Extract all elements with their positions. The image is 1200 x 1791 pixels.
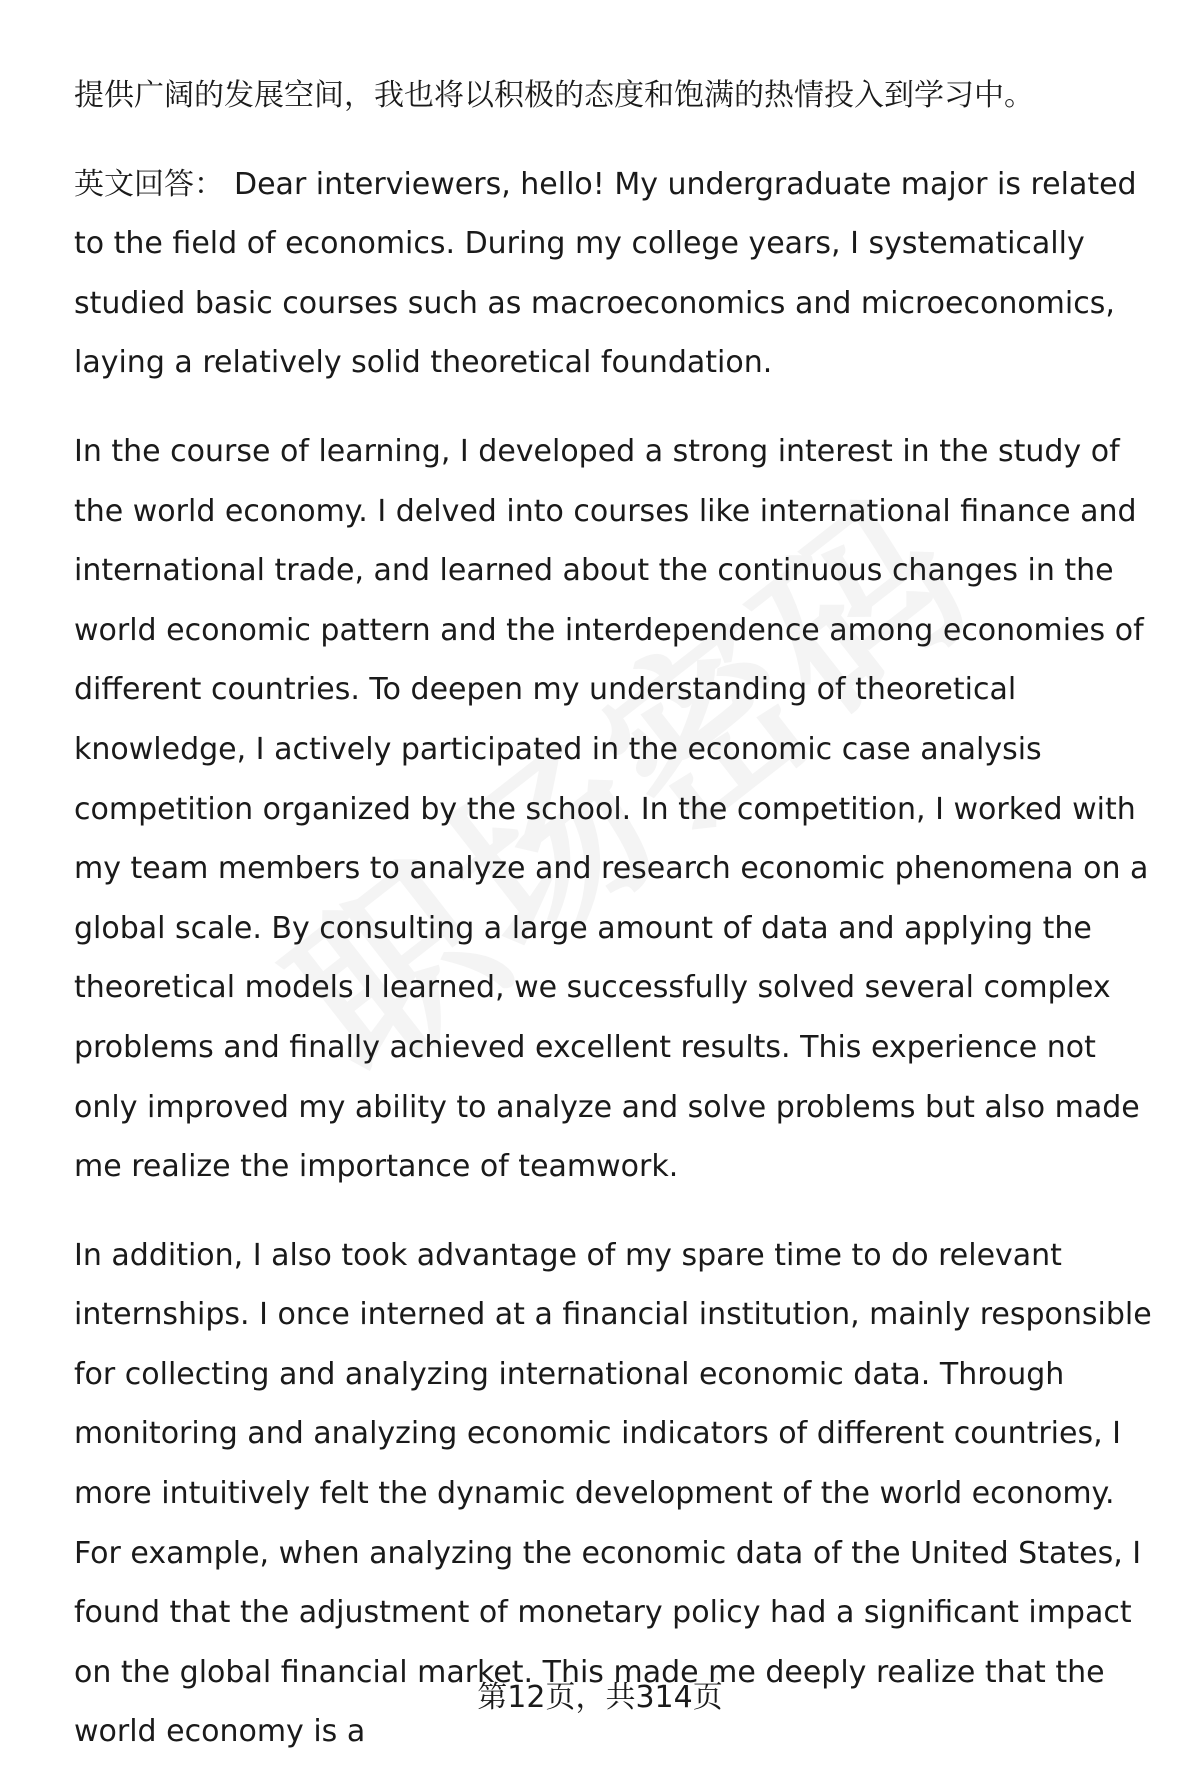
english-answer-paragraph-1	[74, 155, 1156, 393]
page-number-footer: 第12页，共314页	[477, 1680, 723, 1715]
document-body	[74, 66, 1156, 1791]
english-answer-paragraph-2: In the course of learning, I developed a strong interest in the study of the world economy. I delved into courses like international finance and international trade, and learned about the continuous changes in the world economic pattern and the interdependence among economies of different countries. To deepen my understanding of theoretical knowledge, I actively participated in the economic case analysis competition organized by the school. In the competition, I worked with my team members to analyze and research economic phenomena on a global scale. By consulting a large amount of data and applying the theoretical models I learned, we successfully solved several complex problems and finally achieved excellent results. This experience not only improved my ability to analyze and solve problems but also made me realize the importance of teamwork.	[74, 433, 1149, 1185]
paragraph-text: Dear interviewers, hello! My undergraduate major is related to the field of economics. During my college years, I systematically studied basic courses such as macroeconomics and microeconomics, laying a relatively solid theoretical foundation.	[74, 166, 1137, 381]
intro-paragraph: 提供广阔的发展空间，我也将以积极的态度和饱满的热情投入到学习中。	[74, 78, 1034, 113]
english-answer-paragraph-3: In addition, I also took advantage of my spare time to do relevant internships. I once interned at a financial institution, mainly responsible for collecting and analyzing international economic data. Through monitoring and analyzing economic indicators of different countries, I more intuitively felt the dynamic development of the world economy. For example, when analyzing the economic data of the United States, I found that the adjustment of monetary policy had a significant impact on the global financial market. This made me deeply realize that the world economy is a	[74, 1237, 1152, 1750]
english-answer-label: 英文回答：	[74, 166, 224, 202]
